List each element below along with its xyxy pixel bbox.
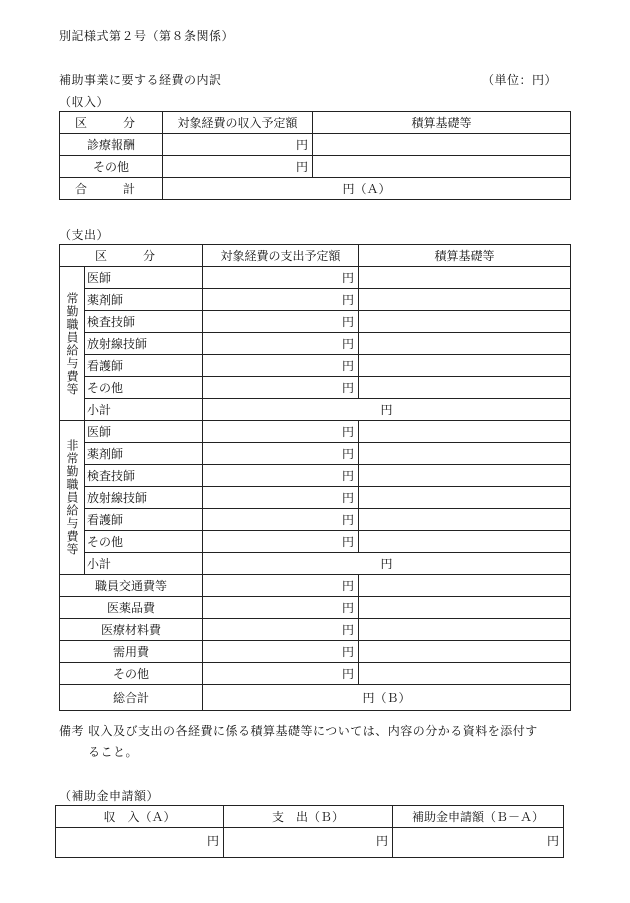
expense-item-label: 看護師: [85, 509, 203, 531]
expense-item-basis[interactable]: [359, 509, 571, 531]
other-expense-label: 需用費: [60, 641, 203, 663]
expense-item-basis[interactable]: [359, 311, 571, 333]
expense-item-label: その他: [85, 377, 203, 399]
expense-item-label: 検査技師: [85, 311, 203, 333]
expense-item-amount[interactable]: 円: [203, 487, 359, 509]
other-expense-amount[interactable]: 円: [203, 663, 359, 685]
expense-item-basis[interactable]: [359, 443, 571, 465]
expense-item-label: 放射線技師: [85, 487, 203, 509]
parttime-subtotal-amount[interactable]: 円: [203, 553, 571, 575]
expense-item-basis[interactable]: [359, 377, 571, 399]
expense-item-label: 薬剤師: [85, 443, 203, 465]
expense-item-label: 医師: [85, 267, 203, 289]
expense-item-basis[interactable]: [359, 465, 571, 487]
expense-item-amount[interactable]: 円: [203, 531, 359, 553]
other-expense-basis[interactable]: [359, 597, 571, 619]
expense-item-amount[interactable]: 円: [203, 311, 359, 333]
unit-label: （単位：円）: [482, 73, 558, 87]
other-expense-amount[interactable]: 円: [203, 641, 359, 663]
request-header-amount: 補助金申請額（Ｂ－Ａ）: [393, 806, 564, 828]
expense-item-basis[interactable]: [359, 355, 571, 377]
note-label: 備考: [59, 724, 85, 738]
expense-item-basis[interactable]: [359, 267, 571, 289]
expense-item-amount[interactable]: 円: [203, 289, 359, 311]
note-line-2: ること。: [88, 745, 139, 759]
expense-item-amount[interactable]: 円: [203, 377, 359, 399]
expense-item-amount[interactable]: 円: [203, 355, 359, 377]
income-row-label: 診療報酬: [60, 134, 163, 156]
page-heading: 補助事業に要する経費の内訳: [59, 73, 222, 87]
other-expense-basis[interactable]: [359, 619, 571, 641]
other-expense-basis[interactable]: [359, 663, 571, 685]
expense-item-label: 医師: [85, 421, 203, 443]
expense-item-amount[interactable]: 円: [203, 333, 359, 355]
income-total-amount[interactable]: 円（Ａ）: [163, 178, 571, 200]
expense-item-basis[interactable]: [359, 421, 571, 443]
note-line-1: 収入及び支出の各経費に係る積算基礎等については、内容の分かる資料を添付す: [88, 724, 538, 738]
expense-item-label: 看護師: [85, 355, 203, 377]
income-row-basis[interactable]: [313, 156, 571, 178]
expense-item-basis[interactable]: [359, 333, 571, 355]
expense-section-label: （支出）: [59, 228, 110, 242]
other-expense-label: 職員交通費等: [60, 575, 203, 597]
request-expense-value[interactable]: 円: [224, 828, 393, 858]
income-section-label: （収入）: [59, 95, 110, 109]
expense-item-amount[interactable]: 円: [203, 465, 359, 487]
parttime-subtotal-label: 小計: [85, 553, 203, 575]
expense-header-basis: 積算基礎等: [359, 245, 571, 267]
expense-item-amount[interactable]: 円: [203, 443, 359, 465]
other-expense-amount[interactable]: 円: [203, 575, 359, 597]
income-header-amount: 対象経費の収入予定額: [163, 112, 313, 134]
expense-item-label: その他: [85, 531, 203, 553]
expense-item-basis[interactable]: [359, 487, 571, 509]
other-expense-basis[interactable]: [359, 641, 571, 663]
request-header-expense: 支 出（Ｂ）: [224, 806, 393, 828]
expense-item-amount[interactable]: 円: [203, 421, 359, 443]
request-income-value[interactable]: 円: [56, 828, 224, 858]
request-section-label: （補助金申請額）: [59, 789, 160, 803]
form-title: 別記様式第２号（第８条関係）: [59, 29, 235, 43]
expense-header-amount: 対象経費の支出予定額: [203, 245, 359, 267]
income-header-basis: 積算基礎等: [313, 112, 571, 134]
expense-item-basis[interactable]: [359, 531, 571, 553]
income-header-category: 区 分: [60, 112, 163, 134]
income-table: [59, 111, 571, 200]
parttime-category-label: 非常勤職員給与費等: [60, 421, 85, 575]
other-expense-label: その他: [60, 663, 203, 685]
expense-item-amount[interactable]: 円: [203, 509, 359, 531]
other-expense-basis[interactable]: [359, 575, 571, 597]
income-total-label: 合 計: [60, 178, 163, 200]
income-row-basis[interactable]: [313, 134, 571, 156]
other-expense-label: 医薬品費: [60, 597, 203, 619]
income-row-label: その他: [60, 156, 163, 178]
grand-total-amount[interactable]: 円（Ｂ）: [203, 685, 571, 711]
expense-item-label: 薬剤師: [85, 289, 203, 311]
grand-total-label: 総合計: [60, 685, 203, 711]
request-table: [55, 805, 564, 858]
other-expense-label: 医療材料費: [60, 619, 203, 641]
expense-table: [59, 244, 571, 711]
expense-header-category: 区 分: [60, 245, 203, 267]
fulltime-category-label: 常勤職員給与費等: [60, 267, 85, 421]
request-amount-value[interactable]: 円: [393, 828, 564, 858]
expense-item-basis[interactable]: [359, 289, 571, 311]
income-row-amount[interactable]: 円: [163, 134, 313, 156]
income-row-amount[interactable]: 円: [163, 156, 313, 178]
expense-item-amount[interactable]: 円: [203, 267, 359, 289]
expense-item-label: 検査技師: [85, 465, 203, 487]
other-expense-amount[interactable]: 円: [203, 619, 359, 641]
request-header-income: 収 入（Ａ）: [56, 806, 224, 828]
fulltime-subtotal-label: 小計: [85, 399, 203, 421]
fulltime-subtotal-amount[interactable]: 円: [203, 399, 571, 421]
other-expense-amount[interactable]: 円: [203, 597, 359, 619]
expense-item-label: 放射線技師: [85, 333, 203, 355]
